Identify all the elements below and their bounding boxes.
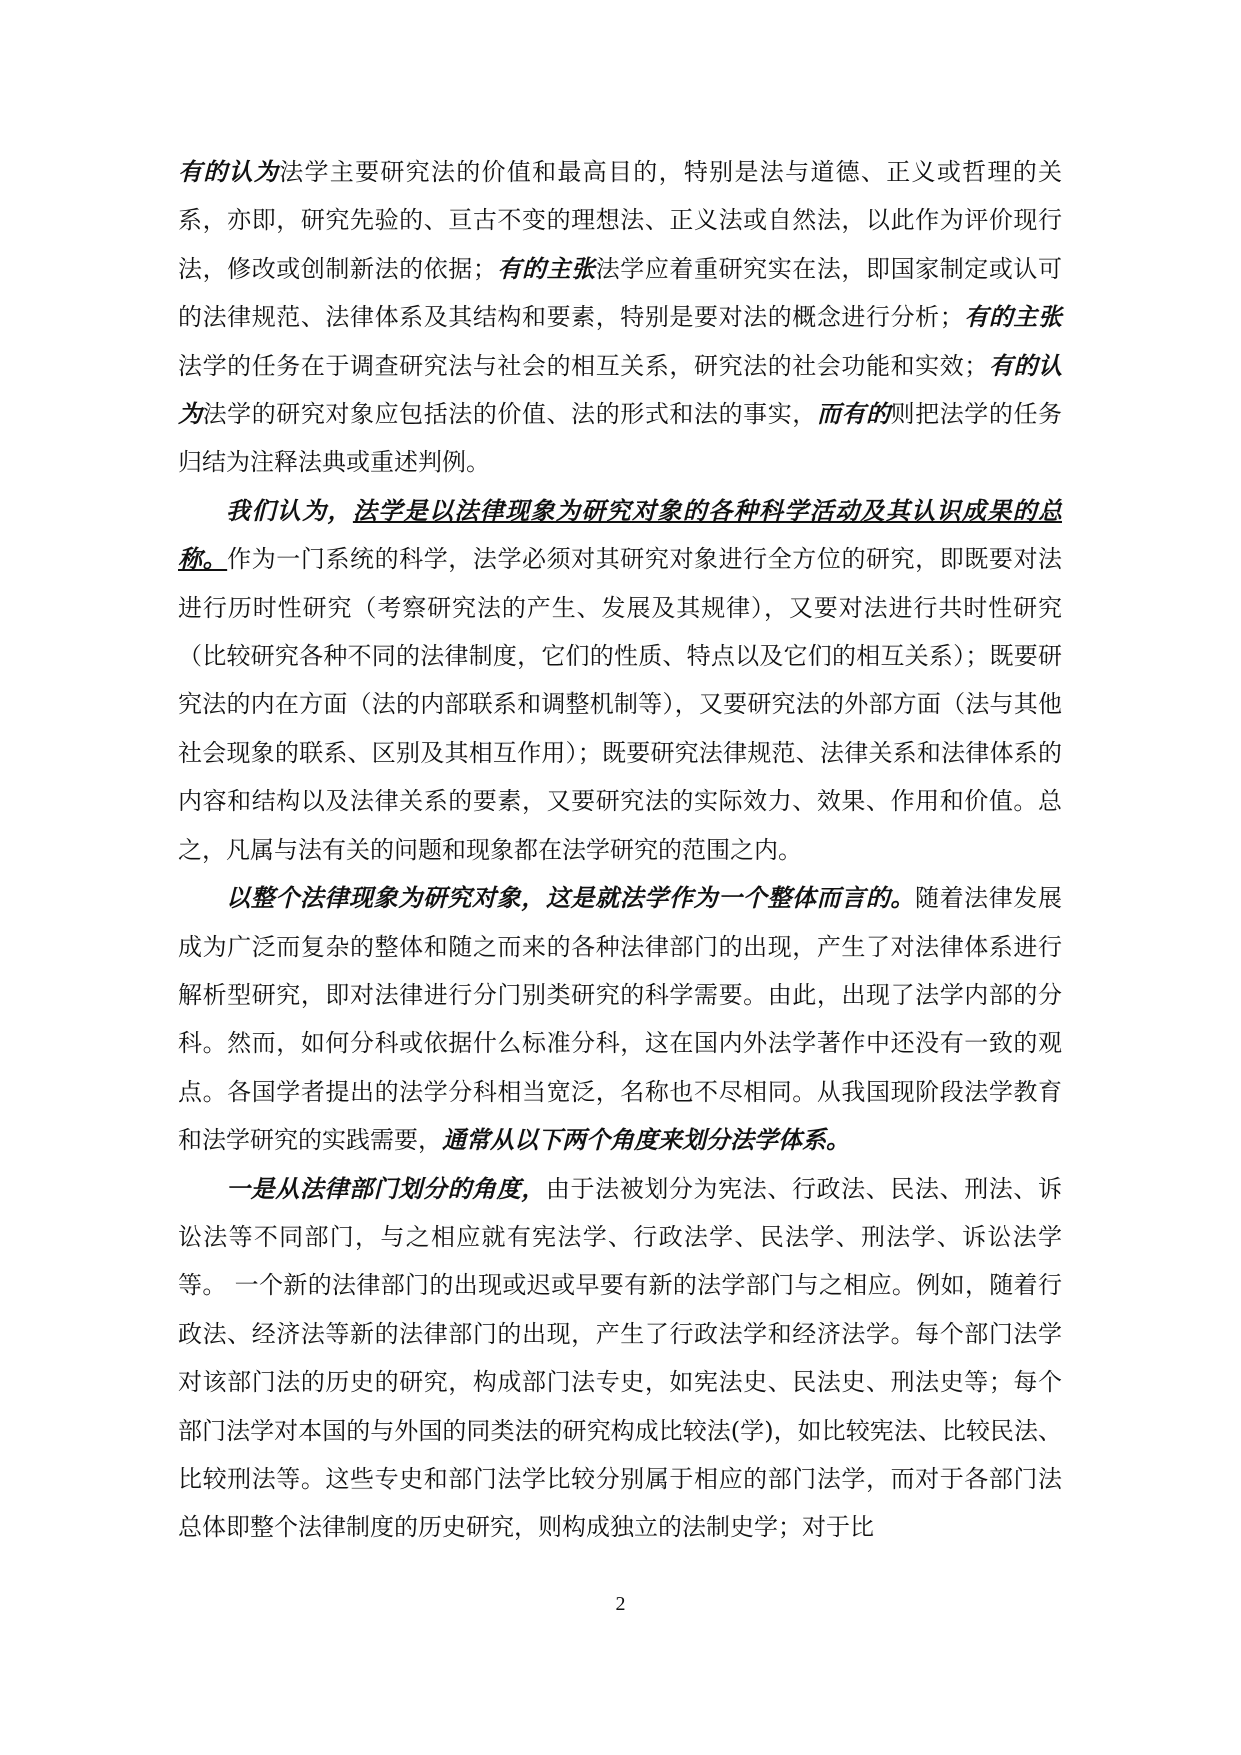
emphasis-text: 通常从以下两个角度来划分法学体系。 [442,1125,850,1155]
body-run: 作为一门系统的科学，法学必须对其研究对象进行全方位的研究，即既要对法进行历时性研究（考察研究法的产生、发展及其规律），又要对法进行共时性研究（比较研究各种不同的法律制度，它们的性质、特点以及它们的相互关系）；既要研究法的内在方面（法的内部联系和调整机制等），又要研究法的外部方面（法与其他社会现象的联系、区别及其相互作用）；既要研究法律规范、法律关系和法律体系的内容和结构以及法律关系的要素，又要研究法的实际效力、效果、作用和价值。总之，凡属与法有关的问题和现象都在法学研究的范围之内。 [178,545,1063,864]
body-run: 法学应着重研究实在法，即国家制定或认可的法律规范、法律体系及其结构和要素，特别是要对法的概念进行分析； [178,254,1063,332]
emphasis-text: 以整个法律现象为研究对象，这是就法学作为一个整体而言的。 [226,883,915,913]
emphasis-text: 法学是以法律现象为研究对象的各种科学活动及其认识成果的总称。 [178,495,1062,574]
paragraph-2 [178,487,1062,874]
body-run: 法学的任务在于调查研究法与社会的相互关系，研究法的社会功能和实效； [178,351,989,380]
body-text [178,148,1062,1552]
emphasis-text: 有的认为 [178,157,280,186]
emphasis-text: 有的认为 [178,350,1063,429]
body-run: 法学主要研究法的价值和最高目的，特别是法与道德、正义或哲理的关系，亦即，研究先验的、亘古不变的理想法、正义法或自然法，以此作为评价现行法，修改或创制新法的依据； [178,158,1063,283]
body-run: 随着法律发展成为广泛而复杂的整体和随之而来的各种法律部门的出现，产生了对法律体系进行解析型研究，即对法律进行分门别类研究的科学需要。由此，出现了法学内部的分科。然而，如何分科或依据什么标准分科，这在国内外法学著作中还没有一致的观点。各国学者提出的法学分科相当宽泛，名称也不尽相同。从我国现阶段法学教育和法学研究的实践需要， [178,884,1062,1155]
paragraph-4 [178,1165,1062,1552]
paragraph-1 [178,148,1062,487]
emphasis-text: 而有的 [816,399,891,429]
body-run: 由于法被划分为宪法、行政法、民法、刑法、诉讼法等不同部门，与之相应就有宪法学、行政法学、民法学、刑法学、诉讼法学等。 一个新的法律部门的出现或迟或早要有新的法学部门与之相应。例如，随着行政法、经济法等新的法律部门的出现，产生了行政法学和经济法学。每个部门法学对该部门法的历史的研究，构成部门法专史，如宪法史、民法史、刑法史等；每个部门法学对本国的与外国的同类法的研究构成比较法(学)，如比较宪法、比较民法、比较刑法等。这些专史和部门法学比较分别属于相应的部门法学，而对于各部门法总体即整个法律制度的历史研究，则构成独立的法制史学；对于比 [178,1174,1063,1542]
emphasis-text: 一是从法律部门划分的角度， [226,1173,546,1203]
emphasis-text: 有的主张 [496,253,596,283]
body-run: 则把法学的任务归结为注释法典或重述判例。 [178,400,1063,477]
emphasis-text: 有的主张 [963,302,1063,332]
body-run: 法学的研究对象应包括法的价值、法的形式和法的事实， [202,400,817,429]
page-number: 2 [615,1593,626,1615]
paragraph-3 [178,874,1062,1164]
emphasis-text: 我们认为， [226,495,353,525]
